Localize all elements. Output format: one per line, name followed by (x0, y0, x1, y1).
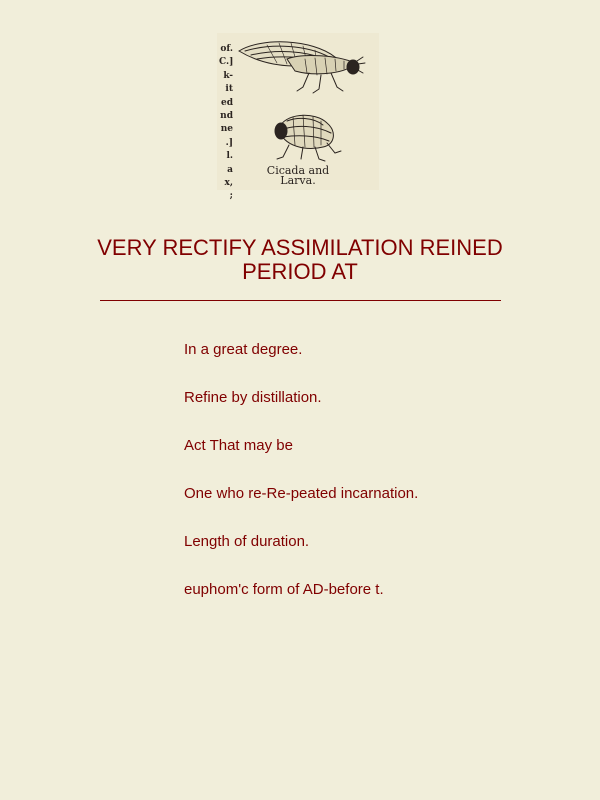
side-text-line: ed (220, 97, 233, 108)
definition-list (184, 341, 418, 629)
definition-item: euphom'c form of AD-before t. (184, 581, 384, 598)
definition-item: Act That may be (184, 437, 293, 454)
side-text-line: k- (223, 70, 233, 81)
definition-item: Refine by distillation. (184, 389, 322, 406)
side-text-line: it (225, 84, 233, 95)
cicada-body (287, 56, 355, 74)
page-title: VERY RECTIFY ASSIMILATION REINED PERIOD AT (97, 235, 503, 284)
side-text-line: of. (220, 44, 233, 54)
definition-item: One who re-Re-peated incarnation. (184, 485, 419, 502)
side-text-line: x, (224, 178, 233, 189)
caption-line: Cicada and (266, 164, 330, 177)
side-text-line: a (227, 164, 233, 175)
side-text-line: l. (226, 151, 233, 162)
side-text-line: ne (220, 124, 233, 135)
definition-item: In a great degree. (184, 341, 303, 358)
caption-line: Larva. (280, 174, 316, 187)
title-divider (100, 300, 501, 301)
definition-item: Length of duration. (184, 533, 310, 550)
side-text-line: .] (225, 137, 233, 148)
cicada-illustration (217, 33, 379, 202)
side-text-line: ; (229, 191, 233, 202)
side-text-line: C.] (219, 57, 234, 68)
illustration-caption (253, 166, 343, 186)
side-text-line: nd (220, 111, 233, 122)
clipped-dictionary-text (219, 43, 233, 204)
